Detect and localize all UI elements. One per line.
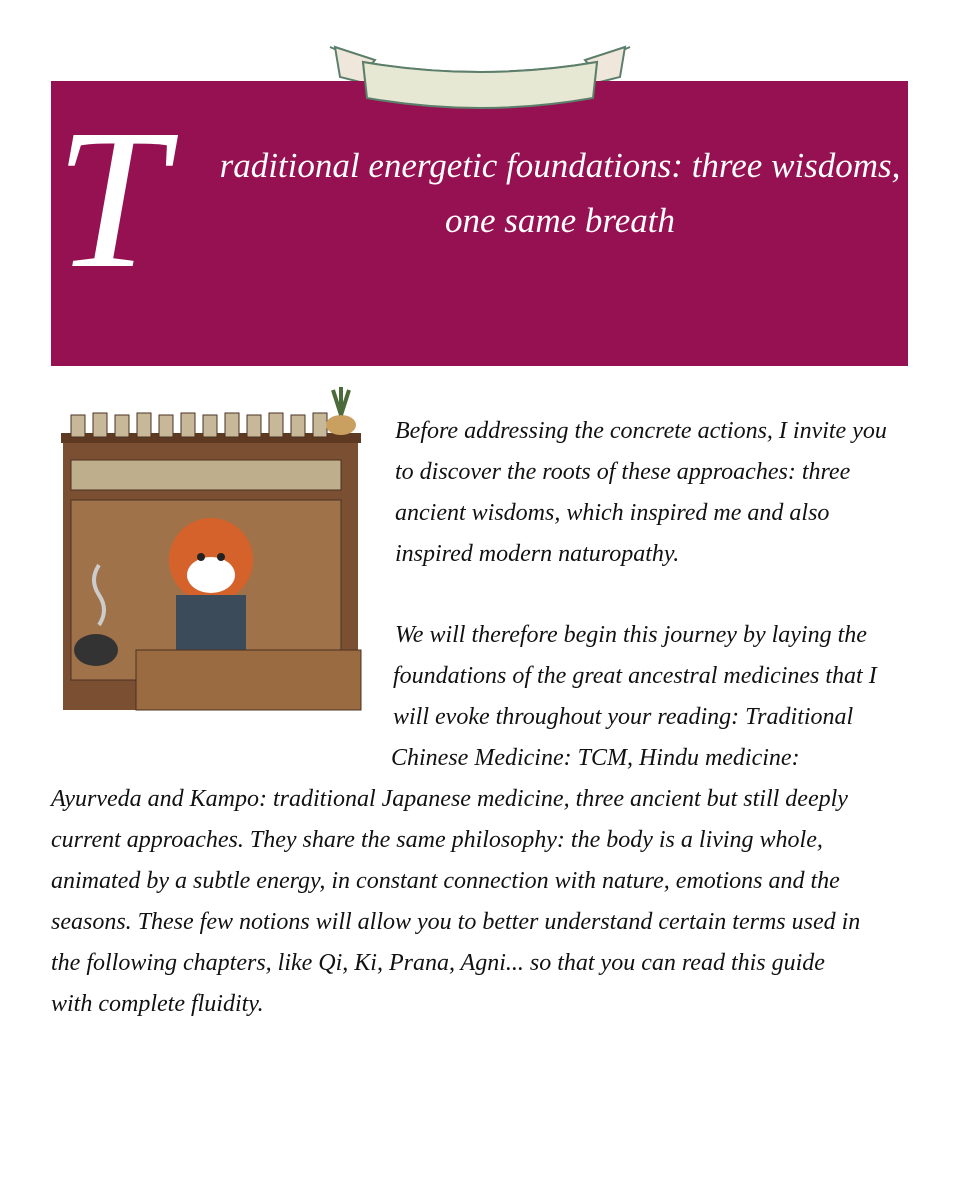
chapter-title — [200, 138, 920, 248]
text-line: foundations of the great ancestral medicines that I — [393, 663, 877, 689]
text-line: ancient wisdoms, which inspired me and also — [395, 500, 830, 526]
text-line: will evoke throughout your reading: Traditional — [393, 704, 854, 730]
text-line: seasons. These few notions will allow you to better understand certain terms used in — [51, 909, 861, 935]
text-line: the following chapters, like Qi, Ki, Prana, Agni... so that you can read this guide — [51, 950, 825, 976]
text-line: current approaches. They share the same philosophy: the body is a living whole, — [51, 827, 823, 853]
text-line: inspired modern naturopathy. — [395, 541, 680, 567]
ribbon-ornament-front — [325, 42, 635, 112]
drop-cap: T — [55, 89, 167, 310]
text-line: animated by a subtle energy, in constant connection with nature, emotions and the — [51, 868, 840, 894]
red-panda-herbalist-illustration — [51, 385, 371, 725]
text-line: Ayurveda and Kampo: traditional Japanese medicine, three ancient but still deeply — [51, 786, 848, 812]
text-line: Chinese Medicine: TCM, Hindu medicine: — [391, 745, 800, 771]
title-line: one same breath — [444, 201, 676, 240]
text-line: with complete fluidity. — [51, 991, 264, 1017]
text-line: Before addressing the concrete actions, I invite you — [395, 418, 887, 444]
text-line: to discover the roots of these approaches: three — [395, 459, 851, 485]
title-line: raditional energetic foundations: three wisdoms, — [219, 146, 901, 185]
text-line: We will therefore begin this journey by laying the — [395, 622, 867, 648]
